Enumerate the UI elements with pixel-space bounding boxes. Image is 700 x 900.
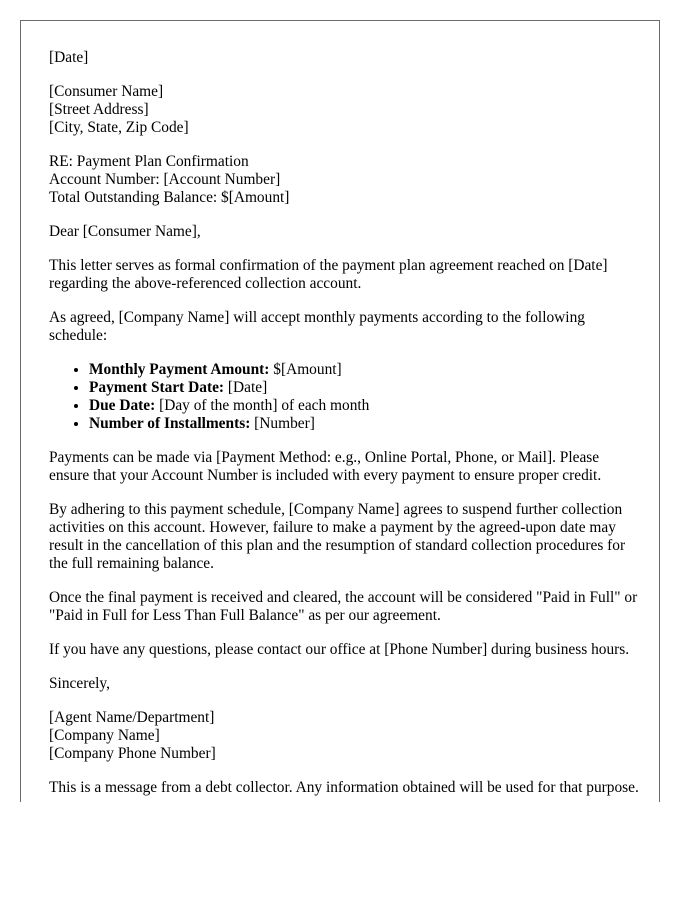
intro-paragraph: This letter serves as formal confirmation of the payment plan agreement reached on [Date] regarding the above-referenced collection account. xyxy=(49,257,608,292)
letter-content xyxy=(49,49,639,802)
closing: Sincerely, xyxy=(49,675,110,692)
payment-schedule-list xyxy=(49,361,639,433)
schedule-item-start-date xyxy=(89,379,639,397)
schedule-value: $[Amount] xyxy=(269,361,342,378)
debt-collector-disclosure: This is a message from a debt collector. Any information obtained will be used for that purpose. xyxy=(49,779,639,796)
schedule-label: Monthly Payment Amount: xyxy=(89,361,270,378)
signature-agent: [Agent Name/Department] xyxy=(49,709,215,726)
schedule-value: [Number] xyxy=(250,415,315,432)
signature-company: [Company Name] xyxy=(49,727,160,744)
agreed-paragraph: As agreed, [Company Name] will accept monthly payments according to the following schedule: xyxy=(49,309,585,344)
schedule-item-monthly-amount xyxy=(89,361,639,379)
signature-block xyxy=(49,709,639,763)
recipient-address xyxy=(49,83,639,137)
recipient-street: [Street Address] xyxy=(49,101,149,118)
salutation: Dear [Consumer Name], xyxy=(49,223,201,240)
schedule-value: [Day of the month] of each month xyxy=(155,397,370,414)
schedule-label: Number of Installments: xyxy=(89,415,251,432)
letter-page xyxy=(20,20,660,802)
adherence-paragraph: By adhering to this payment schedule, [Company Name] agrees to suspend further collection activities on this account. However, failure to make a payment by the agreed-upon date may result in the cancellation of this plan and the resumption of standard collection procedures for the full remaining balance. xyxy=(49,501,626,572)
final-payment-paragraph: Once the final payment is received and cleared, the account will be considered "Paid in Full" or "Paid in Full for Less Than Full Balance" as per our agreement. xyxy=(49,589,638,624)
schedule-value: [Date] xyxy=(224,379,268,396)
reference-account: Account Number: [Account Number] xyxy=(49,171,281,188)
schedule-item-due-date xyxy=(89,397,639,415)
letter-date: [Date] xyxy=(49,49,89,66)
reference-subject: RE: Payment Plan Confirmation xyxy=(49,153,249,170)
signature-phone: [Company Phone Number] xyxy=(49,745,216,762)
schedule-item-installments xyxy=(89,415,639,433)
payment-method-paragraph: Payments can be made via [Payment Method: e.g., Online Portal, Phone, or Mail]. Please ensure that your Account Number is included with every payment to ensure proper credit. xyxy=(49,449,602,484)
schedule-label: Due Date: xyxy=(89,397,156,414)
recipient-city: [City, State, Zip Code] xyxy=(49,119,189,136)
recipient-name: [Consumer Name] xyxy=(49,83,164,100)
questions-paragraph: If you have any questions, please contact our office at [Phone Number] during business hours. xyxy=(49,641,630,658)
reference-balance: Total Outstanding Balance: $[Amount] xyxy=(49,189,290,206)
reference-block xyxy=(49,153,639,207)
schedule-label: Payment Start Date: xyxy=(89,379,225,396)
